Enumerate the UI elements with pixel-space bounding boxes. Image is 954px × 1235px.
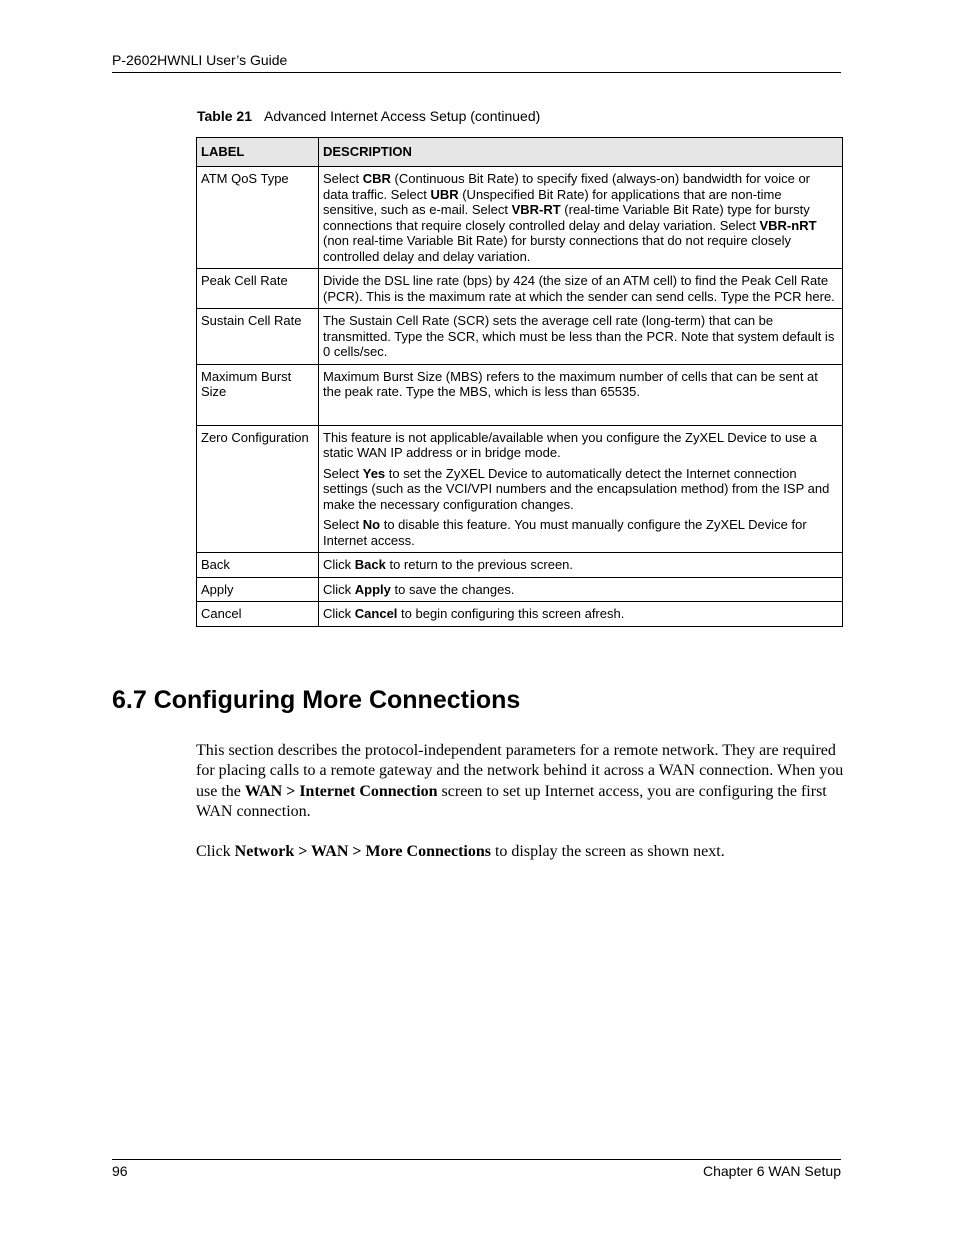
text-run: Divide the DSL line rate (bps) by 424 (the size of an ATM cell) to find the Peak Cell Rate (PCR). This is the maximum rate at which the sender can send cells. Type the PCR here.	[323, 273, 835, 304]
table-body	[197, 167, 843, 627]
section-paragraph	[196, 741, 846, 822]
text-run: to save the changes.	[390, 581, 515, 597]
page-footer	[112, 1159, 841, 1179]
text-run: screen to set up Internet access, you are configuring the first WAN connection.	[196, 782, 827, 820]
text-run: to display the screen as shown next.	[490, 843, 725, 860]
bold-term: Yes	[362, 465, 386, 481]
row-description	[319, 269, 843, 309]
text-run: The Sustain Cell Rate (SCR) sets the average cell rate (long-term) that can be transmitted. Type the SCR, which must be less than the PCR. Note that system default is 0 cells/sec.	[323, 313, 835, 359]
description-paragraph	[323, 369, 838, 400]
row-label: Maximum Burst Size	[197, 364, 319, 425]
table-title: Advanced Internet Access Setup (continued)	[264, 108, 541, 124]
table-caption	[197, 108, 540, 124]
row-label: Back	[197, 553, 319, 578]
description-paragraph	[323, 313, 838, 360]
row-label: Apply	[197, 577, 319, 602]
chapter-title: Chapter 6 WAN Setup	[703, 1163, 841, 1179]
row-label: Sustain Cell Rate	[197, 309, 319, 365]
description-paragraph	[323, 606, 838, 622]
bold-term: WAN > Internet Connection	[244, 782, 438, 800]
description-paragraph	[323, 171, 838, 264]
table-row	[197, 425, 843, 553]
bold-term: No	[362, 517, 381, 532]
page-number: 96	[112, 1163, 128, 1179]
text-run: Select	[323, 465, 363, 481]
bold-term: Back	[354, 557, 386, 572]
bold-term: VBR-nRT	[759, 217, 817, 233]
bold-term: VBR-RT	[511, 202, 561, 217]
bold-term: CBR	[362, 171, 391, 186]
text-run: Maximum Burst Size (MBS) refers to the maximum number of cells that can be sent at the peak rate. Type the MBS, which is less than 65535.	[323, 368, 818, 399]
text-run: to set the ZyXEL Device to automatically detect the Internet connection settings (such as the VCI/VPI numbers and the encapsulation method) from the ISP and make the necessary configuration changes.	[323, 465, 830, 512]
text-run: This feature is not applicable/available when you configure the ZyXEL Device to use a static WAN IP address or in bridge mode.	[323, 429, 817, 460]
guide-title: P-2602HWNLI User’s Guide	[112, 52, 288, 68]
bold-term: UBR	[430, 186, 459, 202]
page-header	[112, 51, 841, 73]
section-paragraph	[196, 842, 846, 862]
text-run: Select	[323, 171, 363, 186]
table-row	[197, 167, 843, 269]
bold-term: Network > WAN > More Connections	[234, 843, 491, 860]
text-run: (Continuous Bit Rate) to specify fixed (always-on) bandwidth for voice or data traffic. Select	[323, 171, 811, 202]
table-row	[197, 602, 843, 627]
description-paragraph	[323, 517, 838, 548]
row-description	[319, 602, 843, 627]
row-description	[319, 577, 843, 602]
description-paragraph	[323, 273, 838, 304]
row-label: ATM QoS Type	[197, 167, 319, 269]
row-description	[319, 553, 843, 578]
text-run: to return to the previous screen.	[385, 557, 574, 572]
section-heading: 6.7 Configuring More Connections	[112, 686, 521, 714]
description-paragraph	[323, 582, 838, 598]
description-table	[196, 137, 843, 627]
text-run: Select	[323, 517, 363, 532]
table-row	[197, 309, 843, 365]
column-header-label: LABEL	[197, 138, 319, 167]
text-run: (Unspecified Bit Rate) for applications that are non-time sensitive, such as e-mail. Select	[323, 186, 782, 217]
description-paragraph	[323, 430, 838, 461]
row-description	[319, 309, 843, 365]
text-run: Click	[323, 606, 355, 621]
text-run: to begin configuring this screen afresh.	[397, 606, 625, 621]
table-row	[197, 269, 843, 309]
column-header-description: DESCRIPTION	[319, 138, 843, 167]
text-run: (non real-time Variable Bit Rate) for bursty connections that do not require closely controlled delay and delay variation.	[323, 233, 791, 264]
description-paragraph	[323, 466, 838, 513]
row-description	[319, 167, 843, 269]
text-run: Click	[323, 557, 355, 572]
row-label: Zero Configuration	[197, 425, 319, 553]
table-number: Table 21	[197, 108, 252, 124]
row-description	[319, 425, 843, 553]
text-run: to disable this feature. You must manually configure the ZyXEL Device for Internet access.	[323, 517, 807, 548]
text-run: Click	[196, 843, 235, 860]
row-label: Cancel	[197, 602, 319, 627]
table-row	[197, 553, 843, 578]
row-label: Peak Cell Rate	[197, 269, 319, 309]
text-run: This section describes the protocol-independent parameters for a remote network. They are required for placing calls to a remote gateway and the network behind it across a WAN connection. When you use the	[196, 742, 844, 800]
text-run: (real-time Variable Bit Rate) type for bursty connections that require closely controlled delay and delay variation. Select	[323, 202, 810, 233]
description-paragraph	[323, 557, 838, 573]
text-run: Click	[323, 581, 355, 597]
table-header-row	[197, 138, 843, 167]
table-row	[197, 364, 843, 425]
table-row	[197, 577, 843, 602]
bold-term: Apply	[354, 581, 391, 597]
row-description	[319, 364, 843, 425]
bold-term: Cancel	[354, 606, 398, 621]
